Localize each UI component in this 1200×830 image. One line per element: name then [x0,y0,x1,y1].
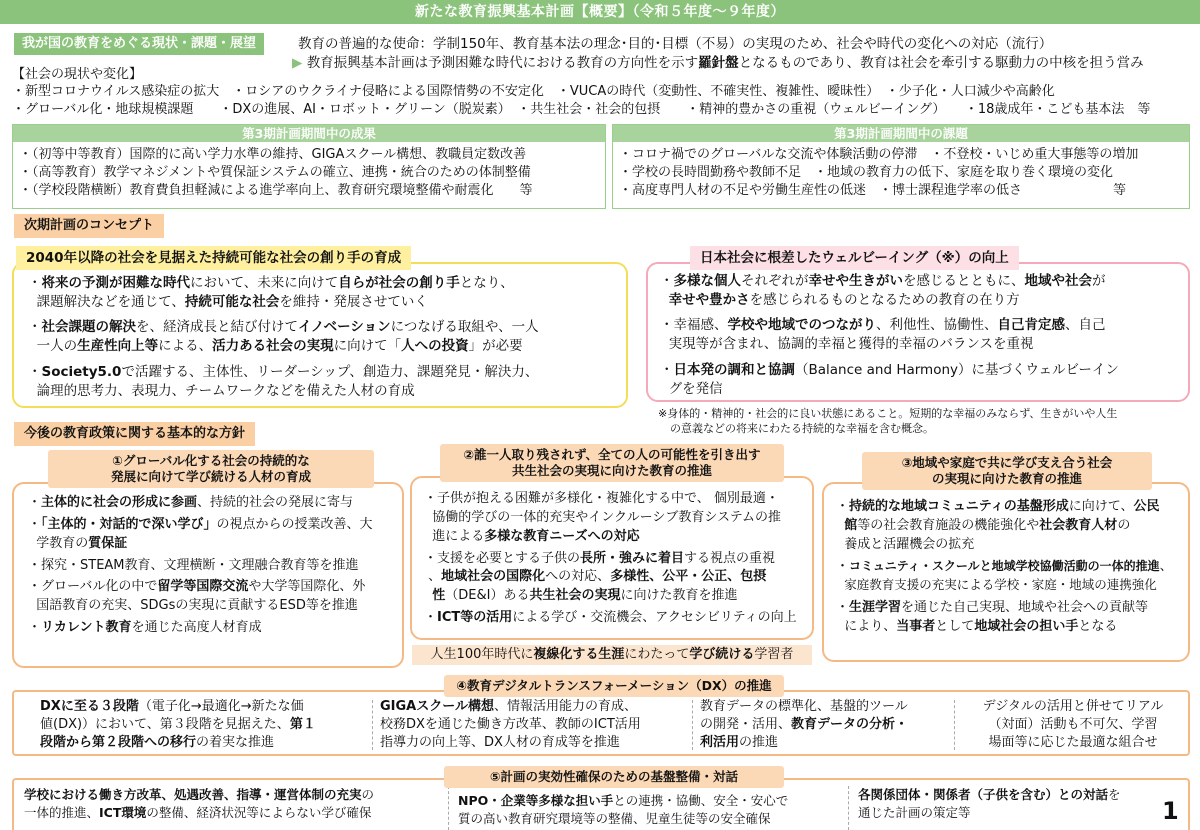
base-cell: 学校における働き方改革、処遇改善、指導・運営体制の充実の 一体的推進、ICT環境の整備、経済状況等によらない学び確保 [24,787,375,820]
dx-title: ④教育デジタルトランスフォーメーション（DX）の推進 [444,675,784,697]
base-cell: 各関係団体・関係者（子供を含む）との対話を 通じた計画の策定等 [858,787,1121,820]
concept-right-point: ・日本発の調和と協調（Balance and Harmony）に基づくウェルビーイン グを発信 [660,361,1119,397]
results-title: 第3期計画期間中の成果 [13,125,605,142]
policy-2-box [410,476,814,640]
base-title: ⑤計画の実効性確保のための基盤整備・対話 [444,766,784,788]
concept-left-point: ・将来の予測が困難な時代において、未来に向けて自らが社会の創り手となり、 課題解決などを通じて、持続可能な社会を維持・発展させていく [28,275,514,311]
wellbeing-note: ※身体的・精神的・社会的に良い状態にあること。短期的な幸福のみならず、生きがいや人生 の意義などの将来にわたる持続的な幸福を含む概念。 [658,407,1118,436]
divider [692,700,693,750]
issues-item: ・コロナ禍でのグローバルな交流や体験活動の停滞 ・不登校・いじめ重大事態等の増加 [619,147,1139,162]
concept-right-box [646,262,1190,402]
policy-1-item: ・主体的に社会の形成に参画、持続的社会の発展に寄与 [28,495,354,510]
base-cell: NPO・企業等多様な担い手との連携・協働、安全・安心で 質の高い教育研究環境等の整備、児童生徒等の安全確保 [458,793,789,826]
policy-1-item: ・グローバル化の中で留学等国際交流や大学等国際化、外 国語教育の充実、SDGsの実現に貢献するESD等を推進 [28,579,366,614]
concept-left-title: 2040年以降の社会を見据えた持続可能な社会の創り手の育成 [16,246,411,270]
concept-left-point: ・Society5.0で活躍する、主体性、リーダーシップ、創造力、課題発見・解決力、 論理的思考力、表現力、チームワークなどを備えた人材の育成 [28,363,539,399]
concept-tag: 次期計画のコンセプト [14,214,164,238]
arrow-right-icon: ▶ [292,55,303,71]
divider [848,786,849,830]
concept-right-point: ・幸福感、学校や地域でのつながり、利他性、協働性、自己肯定感、自己 実現等が含まれ、協調的幸福と獲得的幸福のバランスを重視 [660,317,1106,353]
policy-3-box [822,482,1190,662]
concept-left-point: ・社会課題の解決を、経済成長と結び付けてイノベーションにつなげる取組や、一人 一人の生産性向上等による、活力ある社会の実現に向けて「人への投資」が必要 [28,319,539,355]
divider [372,700,373,750]
issues-item: ・学校の長時間勤務や教師不足 ・地域の教育力の低下、家庭を取り巻く環境の変化 [619,165,1114,181]
divider [448,786,449,830]
lifelong-learner-banner: 人生100年時代に複線化する生涯にわたって学び続ける学習者 [412,645,812,665]
changes-line-1: ・新型コロナウイルス感染症の拡大 ・ロシアのウクライナ侵略による国際情勢の不安定化 ・VUCAの時代（変動性、不確実性、複雑性、曖昧性） ・少子化・人口減少や高齢化 [12,84,1055,99]
results-item: ・（高等教育）教学マネジメントや質保証システムの確立、連携・統合のための体制整備 [19,165,531,181]
dx-cell: 教育データの標準化、基盤的ツール の開発・活用、教育データの分析・ 利活用の推進 [700,699,909,751]
policy-3-item: ・持続的な地域コミュニティの基盤形成に向けて、公民 館等の社会教育施設の機能強化や社会教育人材の 養成と活躍機会の拡充 [836,499,1160,552]
policy-3-title: ③地域や家庭で共に学び支え合う社会 の実現に向けた教育の推進 [862,452,1152,490]
concept-left-box [12,262,628,408]
issues-box [612,124,1190,209]
dx-box [12,690,1190,756]
results-box [12,124,606,209]
page-title: 新たな教育振興基本計画【概要】（令和５年度～９年度） [0,0,1200,24]
dx-cell: DXに至る３段階（電子化→最適化→新たな価 値(DX)）において、第３段階を見据えた、第１ 段階から第２段階への移行の着実な推進 [40,699,316,751]
dx-cell: GIGAスクール構想、情報活用能力の育成、 校務DXを通じた働き方改革、教師のICT活用 指導力の向上等、DX人材の育成等を推進 [380,699,641,751]
policy-2-item: ・支援を必要とする子供の長所・強みに着目する視点の重視 、地域社会の国際化への対応、多様性、公平・公正、包摂 性（DE&I）ある共生社会の実現に向けた教育を推進 [424,550,776,604]
compass-text: ▶ 教育振興基本計画は予測困難な時代における教育の方向性を示す羅針盤となるものであり、教育は社会を牽引する駆動力の中核を担う営み [292,55,1144,71]
results-item: ・（学校段階横断）教育費負担軽減による進学率向上、教育研究環境整備や耐震化 等 [19,183,533,199]
policy-3-item: ・コミュニティ・スクールと地域学校協働活動の一体的推進、 家庭教育支援の充実による学校・家庭・地域の連携強化 [836,558,1173,593]
concept-right-point: ・多様な個人それぞれが幸せや生きがいを感じるとともに、地域や社会が 幸せや豊かさを感じられるものとなるための教育の在り方 [660,273,1106,309]
results-item: ・（初等中等教育）国際的に高い学力水準の維持、GIGAスクール構想、教職員定数改善 [19,147,527,162]
issues-item: ・高度専門人材の不足や労働生産性の低迷 ・博士課程進学率の低さ 等 [619,183,1127,199]
policy-1-item: ・探究・STEAM教育、文理横断・文理融合教育等を推進 [28,557,359,573]
concept-right-title: 日本社会に根差したウェルビーイング（※）の向上 [690,246,1019,270]
policy-2-item: ・子供が抱える困難が多様化・複雑化する中で、 個別最適・ 協働的学びの一体的充実やインクルーシブ教育システムの推 進による多様な教育ニーズへの対応 [424,491,782,544]
page-number: 1 [1162,797,1179,825]
policy-1-item: ・「主体的・対話的で深い学び」の視点からの授業改善、大 学教育の質保証 [28,516,373,551]
changes-header: 【社会の現状や変化】 [12,67,143,82]
policy-tag: 今後の教育政策に関する基本的な方針 [14,422,255,446]
policy-2-item: ・ICT等の活用による学び・交流機会、アクセシビリティの向上 [424,610,797,626]
policy-1-box [12,482,404,668]
policy-3-item: ・生涯学習を通じた自己実現、地域や社会への貢献等 により、当事者として地域社会の担い手となる [836,600,1149,635]
policy-1-title: ①グローバル化する社会の持続的な 発展に向けて学び続ける人材の育成 [48,450,374,488]
policy-1-item: ・リカレント教育を通じた高度人材育成 [28,620,262,636]
mission-text: 教育の普遍的な使命：学制150年、教育基本法の理念･目的･目標（不易）の実現のため、社会や時代の変化への対応（流行） [298,36,1053,52]
issues-title: 第3期計画期間中の課題 [613,125,1189,142]
situation-tag: 我が国の教育をめぐる現状・課題・展望 [14,33,264,55]
changes-line-2: ・グローバル化・地球規模課題 ・DXの進展、AI・ロボット・グリーン（脱炭素） ・共生社会・社会的包摂 ・精神的豊かさの重視（ウェルビーイング） ・18歳成年・こども基本法 等 [12,102,1151,117]
dx-cell: デジタルの活用と併せてリアル （対面）活動も不可欠、学習 場面等に応じた最適な組合せ [982,699,1164,751]
divider [954,700,955,750]
policy-2-title: ②誰一人取り残されず、全ての人の可能性を引き出す 共生社会の実現に向けた教育の推進 [440,444,784,482]
